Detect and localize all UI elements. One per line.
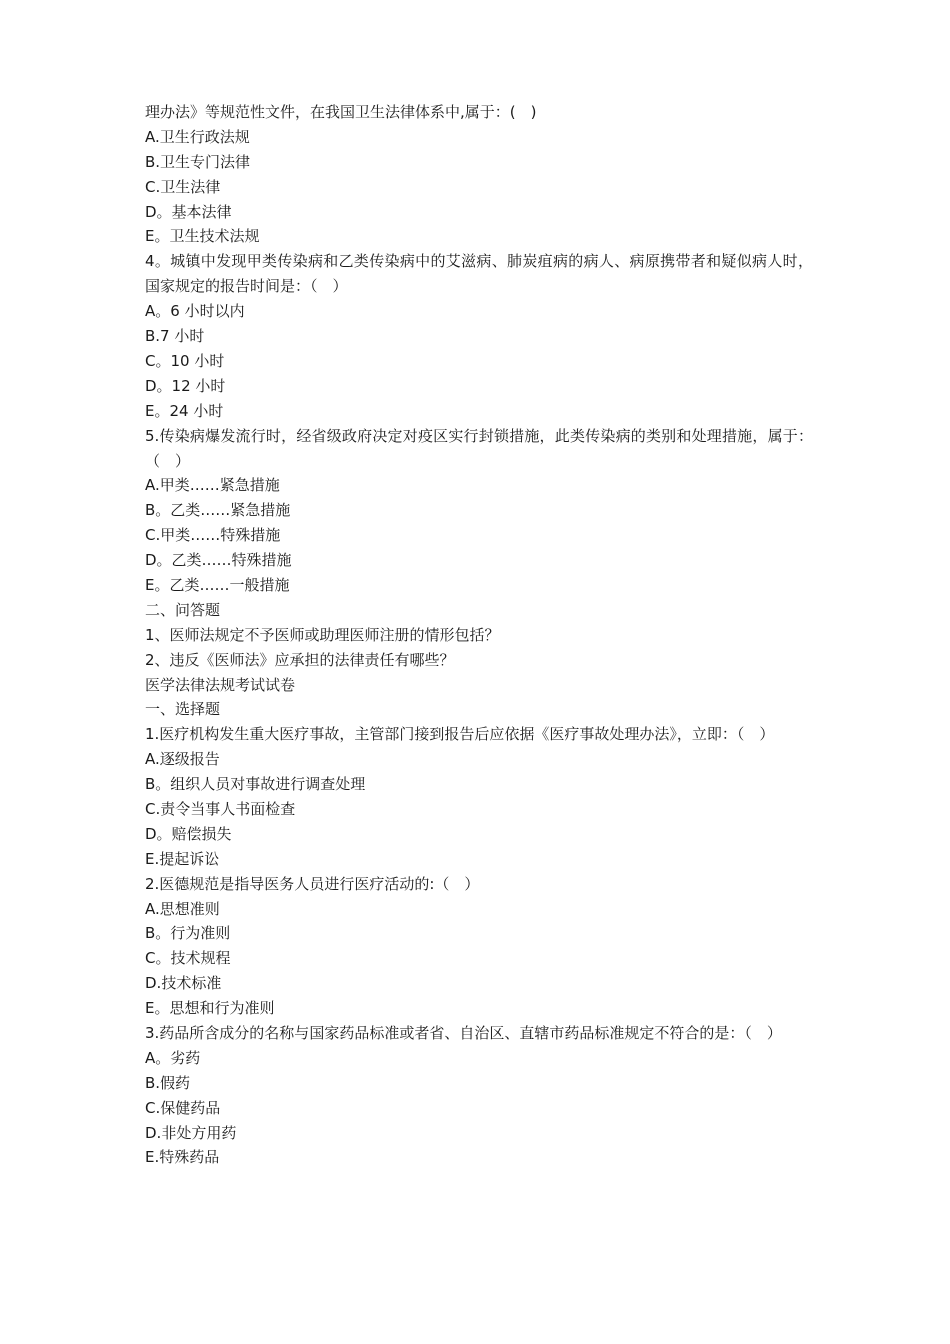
essay-question-1: 1、医师法规定不予医师或助理医师注册的情形包括？ <box>145 625 500 644</box>
option-d: D。基本法律 <box>145 202 232 221</box>
option-b: B。行为准则 <box>145 924 231 943</box>
option-d: D。赔偿损失 <box>145 824 232 843</box>
option-e: E。思想和行为准则 <box>145 999 275 1018</box>
option-b: B。组织人员对事故进行调查处理 <box>145 775 366 794</box>
option-b: B.7 小时 <box>145 327 205 346</box>
option-d: D.非处方用药 <box>145 1123 237 1142</box>
option-d: D。12 小时 <box>145 376 226 395</box>
question-3-continuation: 理办法》等规范性文件，在我国卫生法律体系中,属于：( ) <box>145 103 537 121</box>
question-2: 2.医德规范是指导医务人员进行医疗活动的:（ ） <box>145 874 480 893</box>
option-a: A.甲类……紧急措施 <box>145 476 280 495</box>
option-e: E。卫生技术法规 <box>145 227 260 246</box>
option-a: A.卫生行政法规 <box>145 127 250 146</box>
option-e: E.提起诉讼 <box>145 849 220 868</box>
option-a: A。劣药 <box>145 1048 201 1067</box>
option-c: C。10 小时 <box>145 351 225 370</box>
option-d: D.技术标准 <box>145 974 222 993</box>
exam-title: 医学法律法规考试试卷 <box>145 675 296 694</box>
question-4: 4。城镇中发现甲类传染病和乙类传染病中的艾滋病、肺炭疽病的病人、病原携带者和疑似病人时，国家规定的报告时间是：（ ） <box>145 252 813 296</box>
section-heading-choice: 一、选择题 <box>145 700 221 719</box>
question-5: 5.传染病爆发流行时，经省级政府决定对疫区实行封锁措施，此类传染病的类别和处理措施，属于：（ ） <box>145 426 813 470</box>
option-c: C.甲类……特殊措施 <box>145 526 281 545</box>
section-heading-essay: 二、问答题 <box>145 600 221 619</box>
option-b: B。乙类……紧急措施 <box>145 501 291 520</box>
option-d: D。乙类……特殊措施 <box>145 551 292 570</box>
option-e: E。乙类……一般措施 <box>145 575 290 594</box>
option-c: C.保健药品 <box>145 1098 221 1117</box>
option-a: A.逐级报告 <box>145 750 220 769</box>
question-1: 1.医疗机构发生重大医疗事故，主管部门接到报告后应依据《医疗事故处理办法》，立即：（ ） <box>145 725 775 744</box>
document-page <box>145 100 813 1170</box>
essay-question-2: 2、违反《医师法》应承担的法律责任有哪些？ <box>145 650 455 669</box>
option-e: E。24 小时 <box>145 401 224 420</box>
option-a: A。6 小时以内 <box>145 302 245 321</box>
option-c: C。技术规程 <box>145 949 231 968</box>
option-b: B.卫生专门法律 <box>145 152 251 171</box>
option-c: C.卫生法律 <box>145 177 221 196</box>
option-b: B.假药 <box>145 1073 191 1092</box>
option-c: C.责令当事人书面检查 <box>145 800 296 818</box>
question-3: 3.药品所含成分的名称与国家药品标准或者省、自治区、直辖市药品标准规定不符合的是：（ ） <box>145 1024 782 1043</box>
option-e: E.特殊药品 <box>145 1148 220 1167</box>
option-a: A.思想准则 <box>145 899 220 918</box>
